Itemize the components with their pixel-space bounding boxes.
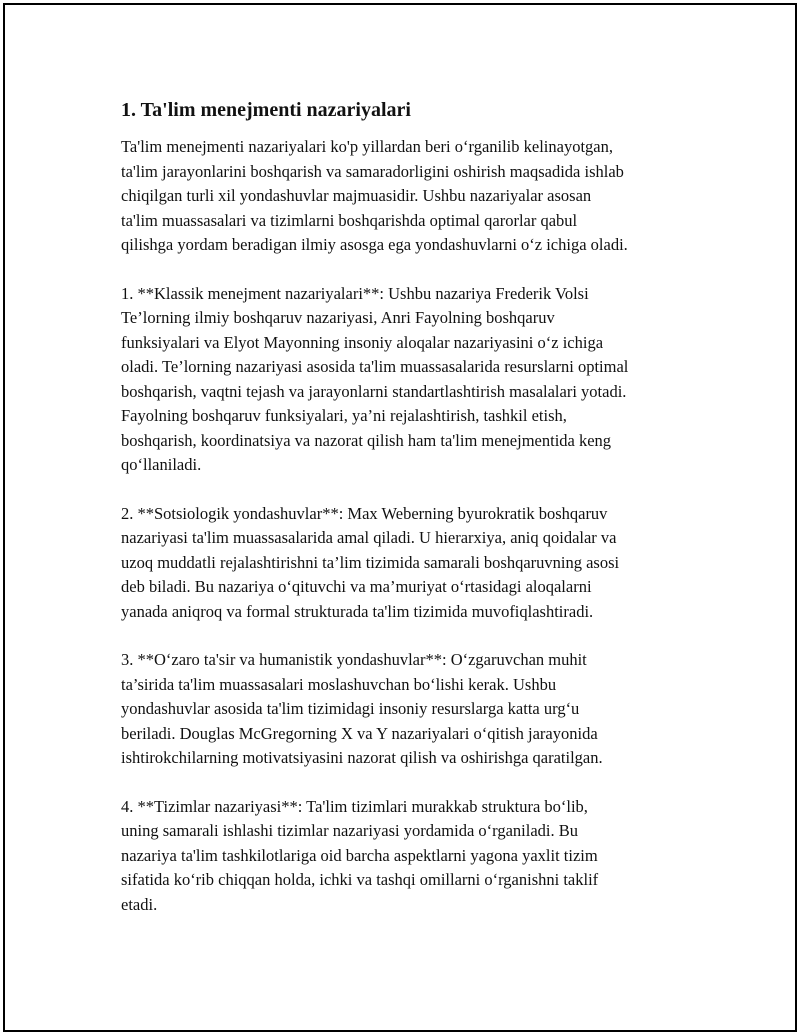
- text-line: 1. **Klassik menejment nazariyalari**: Ushbu nazariya Frederik Volsi: [121, 283, 589, 303]
- text-line: Fayolning boshqaruv funksiyalari, ya’ni rejalashtirish, tashkil etish,: [121, 406, 567, 425]
- text-line: boshqarish, vaqtni tejash va jarayonlarni standartlashtirish masalalari yotadi.: [121, 381, 627, 401]
- paragraph-classical-management: [121, 282, 701, 478]
- text-line: boshqarish, koordinatsiya va nazorat qilish ham ta'lim menejmentida keng: [121, 430, 612, 450]
- text-line: uning samarali ishlashi tizimlar nazariyasi yordamida oʻrganiladi. Bu: [121, 821, 578, 840]
- text-line: nazariyasi ta'lim muassasalarida amal qiladi. U hierarxiya, aniq qoidalar va: [121, 528, 617, 547]
- text-line: ishtirokchilarning motivatsiyasini nazorat qilish va oshirishga qaratilgan.: [121, 748, 603, 767]
- text-line: qoʻllaniladi.: [121, 455, 202, 474]
- text-line: ta’sirida ta'lim muassasalari moslashuvchan boʻlishi kerak. Ushbu: [121, 674, 557, 694]
- text-line: yanada aniqroq va formal strukturada ta'lim tizimida muvofiqlashtiradi.: [121, 601, 594, 621]
- paragraph-systems-theory: [121, 795, 701, 918]
- text-line: uzoq muddatli rejalashtirishni ta’lim tizimida samarali boshqaruvning asosi: [121, 552, 620, 572]
- text-line: etadi.: [121, 894, 158, 914]
- paragraph-intro: [121, 135, 701, 258]
- text-line: 4. **Tizimlar nazariyasi**: Ta'lim tizimlari murakkab struktura boʻlib,: [121, 796, 588, 816]
- page-title: 1. Ta'lim menejmenti nazariyalari: [121, 99, 411, 121]
- text-line: nazariya ta'lim tashkilotlariga oid barcha aspektlarni yagona yaxlit tizim: [121, 845, 598, 865]
- text-line: Ta'lim menejmenti nazariyalari ko'p yillardan beri oʻrganilib kelinayotgan,: [121, 137, 613, 156]
- text-line: deb biladi. Bu nazariya oʻqituvchi va ma’muriyat oʻrtasidagi aloqalarni: [121, 577, 592, 596]
- text-line: chiqilgan turli xil yondashuvlar majmuasidir. Ushbu nazariyalar asosan: [121, 186, 592, 205]
- text-line: 3. **Oʻzaro ta'sir va humanistik yondashuvlar**: Oʻzgaruvchan muhit: [121, 650, 587, 669]
- text-line: funksiyalari va Elyot Mayonning insoniy aloqalar nazariyasini oʻz ichiga: [121, 332, 604, 352]
- text-line: sifatida koʻrib chiqqan holda, ichki va tashqi omillarni oʻrganishni taklif: [121, 870, 599, 889]
- text-line: qilishga yordam beradigan ilmiy asosga ega yondashuvlarni oʻz ichiga oladi.: [121, 235, 628, 254]
- paragraph-humanistic-approaches: [121, 648, 701, 771]
- text-line: ta'lim muassasalari va tizimlarni boshqarishda optimal qarorlar qabul: [121, 210, 578, 230]
- text-line: beriladi. Douglas McGregorning X va Y nazariyalari oʻqitish jarayonida: [121, 723, 598, 743]
- text-line: oladi. Te’lorning nazariyasi asosida ta'lim muassasalarida resurslarni optimal: [121, 357, 629, 376]
- paragraph-sociological-approaches: [121, 502, 701, 625]
- text-line: ta'lim jarayonlarini boshqarish va samaradorligini oshirish maqsadida ishlab: [121, 161, 624, 181]
- text-line: yondashuvlar asosida ta'lim tizimidagi insoniy resurslarga katta urgʻu: [121, 699, 580, 718]
- page-border: [3, 3, 797, 1032]
- text-line: Te’lorning ilmiy boshqaruv nazariyasi, Anri Fayolning boshqaruv: [121, 308, 555, 327]
- text-line: 2. **Sotsiologik yondashuvlar**: Max Weberning byurokratik boshqaruv: [121, 503, 608, 523]
- document-body: [121, 97, 701, 941]
